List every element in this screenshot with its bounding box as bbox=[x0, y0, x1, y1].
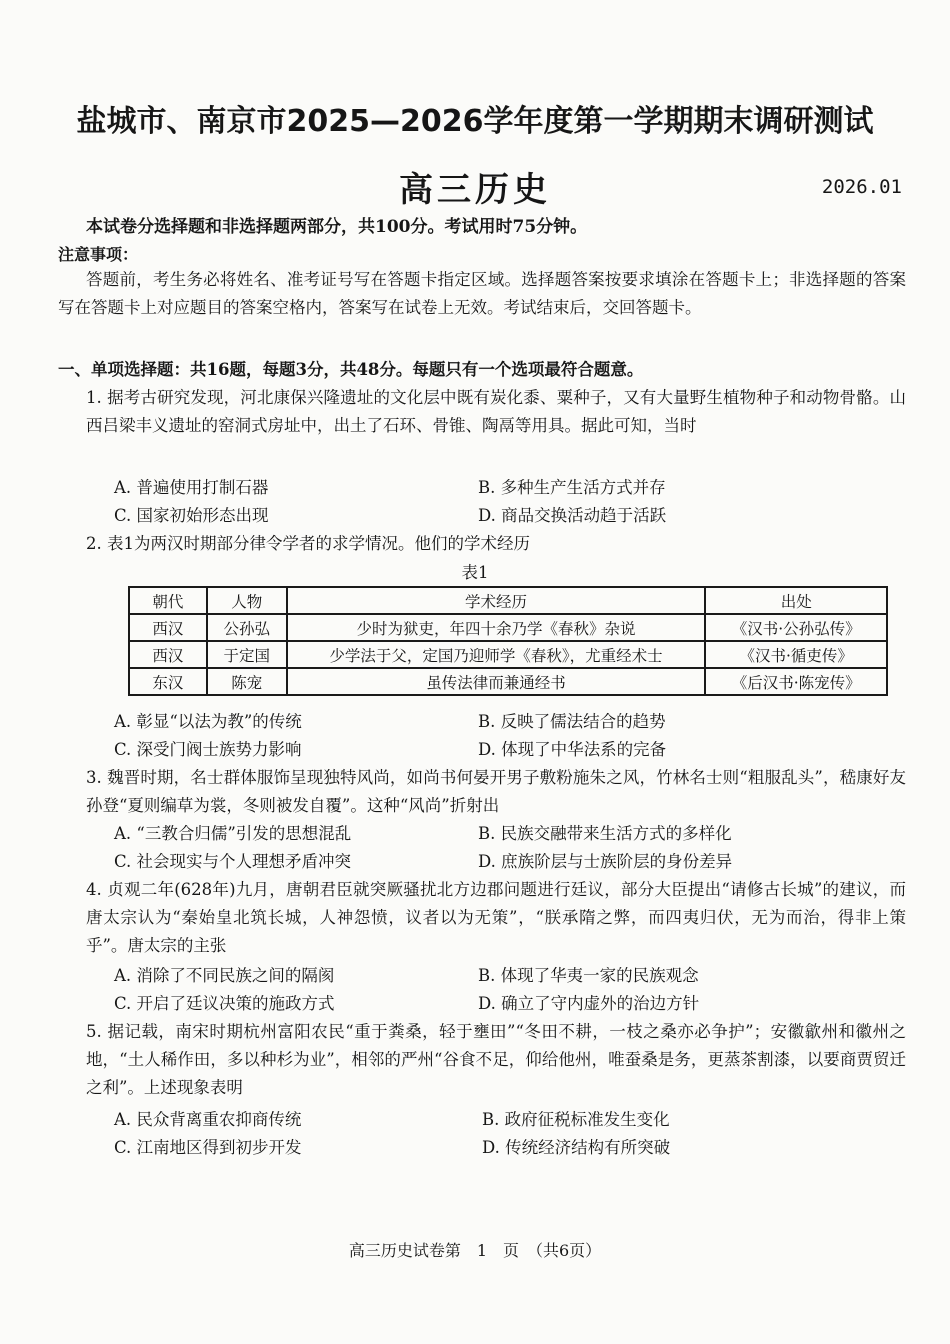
table-cell: 西汉 bbox=[129, 614, 207, 641]
table-cell: 《后汉书·陈宠传》 bbox=[705, 668, 887, 695]
question-2-option-b: B. 反映了儒法结合的趋势 bbox=[478, 712, 666, 731]
question-1-option-c: C. 国家初始形态出现 bbox=[114, 506, 269, 525]
question-2-option-c: C. 深受门阀士族势力影响 bbox=[114, 740, 302, 759]
question-4-option-a: A. 消除了不同民族之间的隔阂 bbox=[114, 966, 335, 985]
question-1-stem: 1. 据考古研究发现，河北康保兴隆遗址的文化层中既有炭化黍、粟种子，又有大量野生植物种子和动物骨骼。山西吕梁丰义遗址的窑洞式房址中，出土了石环、骨锥、陶鬲等用具。据此可知，当时 bbox=[86, 388, 906, 435]
table-cell: 虽传法律而兼通经书 bbox=[287, 668, 706, 695]
table-cell: 西汉 bbox=[129, 641, 207, 668]
question-2-option-d: D. 体现了中华法系的完备 bbox=[478, 740, 667, 759]
question-3-stem: 3. 魏晋时期，名士群体服饰呈现独特风尚，如尚书何晏开男子敷粉施朱之风，竹林名士则“粗服乱头”，嵇康好友孙登“夏则编草为裳，冬则被发自覆”。这种“风尚”折射出 bbox=[86, 768, 906, 815]
table-header-cell: 出处 bbox=[705, 587, 887, 614]
question-1-option-a: A. 普遍使用打制石器 bbox=[114, 478, 269, 497]
question-2-option-a: A. 彰显“以法为教”的传统 bbox=[114, 712, 302, 731]
question-1-option-d: D. 商品交换活动趋于活跃 bbox=[478, 506, 667, 525]
question-4-stem: 4. 贞观二年(628年)九月，唐朝君臣就突厥骚扰北方边郡问题进行廷议，部分大臣提出“请修古长城”的建议，而唐太宗认为“秦始皇北筑长城，人神怨愤，议者以为无策”，“朕承隋之弊，而四夷归伏，无为而治，得非上策乎”。唐太宗的主张 bbox=[86, 880, 906, 955]
table-cell: 陈宠 bbox=[207, 668, 287, 695]
question-3-option-b: B. 民族交融带来生活方式的多样化 bbox=[478, 824, 732, 843]
table-cell: 少时为狱吏，年四十余乃学《春秋》杂说 bbox=[287, 614, 706, 641]
question-5-option-a: A. 民众背离重农抑商传统 bbox=[114, 1110, 302, 1129]
question-4-option-b: B. 体现了华夷一家的民族观念 bbox=[478, 966, 699, 985]
table-caption: 表1 bbox=[461, 563, 489, 582]
law-scholars-table bbox=[128, 586, 888, 696]
exam-intro: 本试卷分选择题和非选择题两部分，共100分。考试用时75分钟。 bbox=[86, 217, 588, 237]
table-cell: 少学法于父，定国乃迎师学《春秋》，尤重经术士 bbox=[287, 641, 706, 668]
table-header-row bbox=[129, 587, 887, 614]
question-5-option-d: D. 传统经济结构有所突破 bbox=[482, 1138, 671, 1157]
question-4-option-c: C. 开启了廷议决策的施政方式 bbox=[114, 994, 335, 1013]
notice-body: 答题前，考生务必将姓名、准考证号写在答题卡指定区域。选择题答案按要求填涂在答题卡上；非选择题的答案写在答题卡上对应题目的答案空格内，答案写在试卷上无效。考试结束后，交回答题卡。 bbox=[58, 270, 906, 317]
table-header-cell: 人物 bbox=[207, 587, 287, 614]
table-row bbox=[129, 614, 887, 641]
exam-date: 2026.01 bbox=[821, 176, 902, 198]
section-heading: 一、单项选择题：共16题，每题3分，共48分。每题只有一个选项最符合题意。 bbox=[58, 360, 644, 379]
question-4-option-d: D. 确立了守内虚外的治边方针 bbox=[478, 994, 700, 1013]
table-cell: 《汉书·循吏传》 bbox=[705, 641, 887, 668]
question-5-stem: 5. 据记载，南宋时期杭州富阳农民“重于粪桑，轻于壅田”“冬田不耕，一枝之桑亦必争护”；安徽歙州和徽州之地，“土人稀作田，多以种杉为业”，相邻的严州“谷食不足，仰给他州，唯蚕桑是务，更蒸茶割漆，以要商贾贸迁之利”。上述现象表明 bbox=[86, 1022, 906, 1097]
question-5-option-c: C. 江南地区得到初步开发 bbox=[114, 1138, 302, 1157]
notice-heading: 注意事项： bbox=[58, 245, 139, 264]
question-3-option-a: A. “三教合归儒”引发的思想混乱 bbox=[114, 824, 352, 843]
table-row bbox=[129, 668, 887, 695]
table-cell: 《汉书·公孙弘传》 bbox=[705, 614, 887, 641]
table-header-cell: 朝代 bbox=[129, 587, 207, 614]
page-footer: 高三历史试卷第 1 页 （共6页） bbox=[348, 1241, 602, 1260]
table-cell: 公孙弘 bbox=[207, 614, 287, 641]
table-cell: 东汉 bbox=[129, 668, 207, 695]
exam-title: 盐城市、南京市2025—2026学年度第一学期期末调研测试 bbox=[76, 104, 874, 139]
table-cell: 于定国 bbox=[207, 641, 287, 668]
question-3-option-c: C. 社会现实与个人理想矛盾冲突 bbox=[114, 852, 352, 871]
table-header-cell: 学术经历 bbox=[287, 587, 706, 614]
question-3-option-d: D. 庶族阶层与士族阶层的身份差异 bbox=[478, 852, 733, 871]
question-1-option-b: B. 多种生产生活方式并存 bbox=[478, 478, 666, 497]
subject-title: 高三历史 bbox=[399, 170, 551, 210]
question-2-stem: 2. 表1为两汉时期部分律令学者的求学情况。他们的学术经历 bbox=[86, 534, 530, 553]
question-5-option-b: B. 政府征税标准发生变化 bbox=[482, 1110, 670, 1129]
table-row bbox=[129, 641, 887, 668]
